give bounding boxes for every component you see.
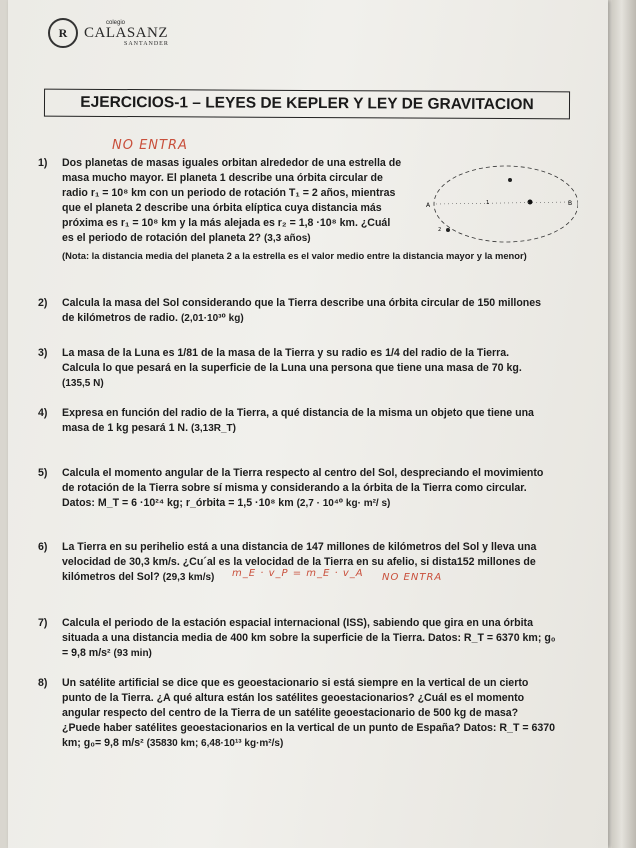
exercise-line: La Tierra en su perihelio está a una distancia de 147 millones de kilómetros del Sol y lleva una bbox=[62, 541, 537, 553]
exercise-line: km; g₀= 9,8 m/s² bbox=[62, 737, 144, 749]
exercise-line: de rotación de la Tierra sobre sí misma y considerando a la órbita de la Tierra como circular. bbox=[62, 482, 527, 494]
exercise-answer: (2,7 · 10⁴⁰ kg· m²/ s) bbox=[296, 498, 391, 509]
handwritten-no-entra-2: NO ENTRA bbox=[382, 572, 443, 583]
exercise-note: (Nota: la distancia media del planeta 2 a la estrella es el valor medio entre la distancia mayor y la menor) bbox=[62, 250, 527, 261]
exercise-number: 5) bbox=[38, 467, 48, 479]
exercise-4 bbox=[38, 406, 592, 436]
page-title: EJERCICIOS-1 – LEYES DE KEPLER Y LEY DE GRAVITACION bbox=[44, 89, 570, 120]
logo-city: SANTANDER bbox=[124, 40, 169, 47]
exercise-line: masa de 1 kg pesará 1 N. bbox=[62, 422, 189, 434]
exercise-number: 8) bbox=[38, 677, 48, 689]
exercise-2 bbox=[38, 296, 592, 326]
logo-small-text: colegio bbox=[106, 19, 126, 26]
exercise-line: = 9,8 m/s² bbox=[62, 647, 111, 659]
exercise-1 bbox=[38, 156, 402, 246]
label-2: 2 bbox=[438, 227, 442, 233]
exercise-number: 4) bbox=[38, 407, 48, 419]
exercise-line: kilómetros del Sol? bbox=[62, 571, 160, 583]
exercise-number: 1) bbox=[38, 157, 48, 169]
exercise-answer: (93 min) bbox=[113, 648, 152, 659]
exercise-answer: (2,01·10³⁰ kg) bbox=[180, 313, 244, 324]
orbit-diagram bbox=[418, 160, 578, 252]
exercise-line: angular respecto del centro de la Tierra de un satélite geoestacionario de 500 kg de masa? bbox=[62, 707, 519, 719]
label-b: B bbox=[568, 200, 573, 207]
exercise-8 bbox=[38, 676, 602, 751]
label-a: A bbox=[426, 202, 431, 209]
exercise-line: Calcula el periodo de la estación espacial internacional (ISS), sabiendo que gira en una órbita bbox=[62, 617, 533, 629]
exercise-line: Calcula el momento angular de la Tierra respecto al centro del Sol, despreciando el movimiento bbox=[62, 467, 544, 479]
exercise-answer: (3,3 años) bbox=[263, 233, 311, 244]
exercise-answer: (3,13R_T) bbox=[190, 423, 236, 434]
exercise-line: ¿Puede haber satélites geoestacionarios en la vertical de un punto de España? Datos: R_T = 6370 bbox=[62, 722, 556, 734]
exercise-3 bbox=[38, 346, 592, 391]
exercise-line: Un satélite artificial se dice que es geoestacionario si está siempre en la vertical de un cierto bbox=[62, 677, 529, 689]
exercise-line: velocidad de 30,3 km/s. ¿Cu´al es la velocidad de la Tierra en su afelio, si dista152 millones de bbox=[62, 556, 536, 568]
exercise-answer: (35830 km; 6,48·10¹³ kg·m²/s) bbox=[146, 738, 284, 749]
handwritten-no-entra: NO ENTRA bbox=[112, 138, 188, 153]
logo-seal-icon: R bbox=[48, 18, 78, 48]
exercise-5 bbox=[38, 466, 592, 511]
exercise-line: que el planeta 2 describe una órbita elíptica cuya distancia más bbox=[62, 202, 382, 214]
exercise-number: 7) bbox=[38, 617, 48, 629]
exercise-line: masa mucho mayor. El planeta 1 describe una órbita circular de bbox=[62, 172, 383, 184]
handwritten-formula: m_E · v_P = m_E · v_A bbox=[232, 568, 364, 579]
exercise-line: Calcula la masa del Sol considerando que la Tierra describe una órbita circular de 150 millones bbox=[62, 297, 542, 309]
exercise-line: La masa de la Luna es 1/81 de la masa de la Tierra y su radio es 1/4 del radio de la Tierra. bbox=[62, 347, 510, 359]
exercise-7 bbox=[38, 616, 602, 661]
exercise-line: de kilómetros de radio. bbox=[62, 312, 178, 324]
exercise-line: punto de la Tierra. ¿A qué altura están los satélites geoestacionarios? ¿Cuál es el momento bbox=[62, 692, 525, 704]
logo-name: CALASANZ bbox=[84, 24, 169, 41]
exercise-line: próxima es r₁ = 10⁸ km y la más alejada es r₂ = 1,8 ·10⁸ km. ¿Cuál bbox=[62, 217, 391, 229]
page-edge bbox=[612, 0, 636, 848]
exercise-line: Calcula lo que pesará en la superficie de la Luna una persona que tiene una masa de 70 kg. bbox=[62, 362, 522, 374]
exercise-line: Expresa en función del radio de la Tierra, a qué distancia de la misma un objeto que tiene una bbox=[62, 407, 534, 419]
exercise-line: Dos planetas de masas iguales orbitan alrededor de una estrella de bbox=[62, 157, 402, 169]
exercise-line: Datos: M_T = 6 ·10²⁴ kg; r_órbita = 1,5 ·10⁸ km bbox=[62, 497, 294, 509]
exercise-line: radio r₁ = 10⁸ km con un periodo de rotación T₁ = 2 años, mientras bbox=[62, 187, 396, 199]
exercise-number: 2) bbox=[38, 297, 48, 309]
exercise-number: 6) bbox=[38, 541, 48, 553]
exercise-answer: (29,3 km/s) bbox=[162, 572, 215, 583]
exercise-line: situada a una distancia media de 400 km sobre la superficie de la Tierra. Datos: R_T = 6370 km; g₀ bbox=[62, 632, 556, 644]
exercise-line: es el periodo de rotación del planeta 2? bbox=[62, 232, 261, 244]
label-1: 1 bbox=[486, 200, 490, 206]
exercise-answer: (135,5 N) bbox=[62, 378, 104, 389]
school-logo bbox=[48, 18, 169, 48]
exercise-number: 3) bbox=[38, 347, 48, 359]
